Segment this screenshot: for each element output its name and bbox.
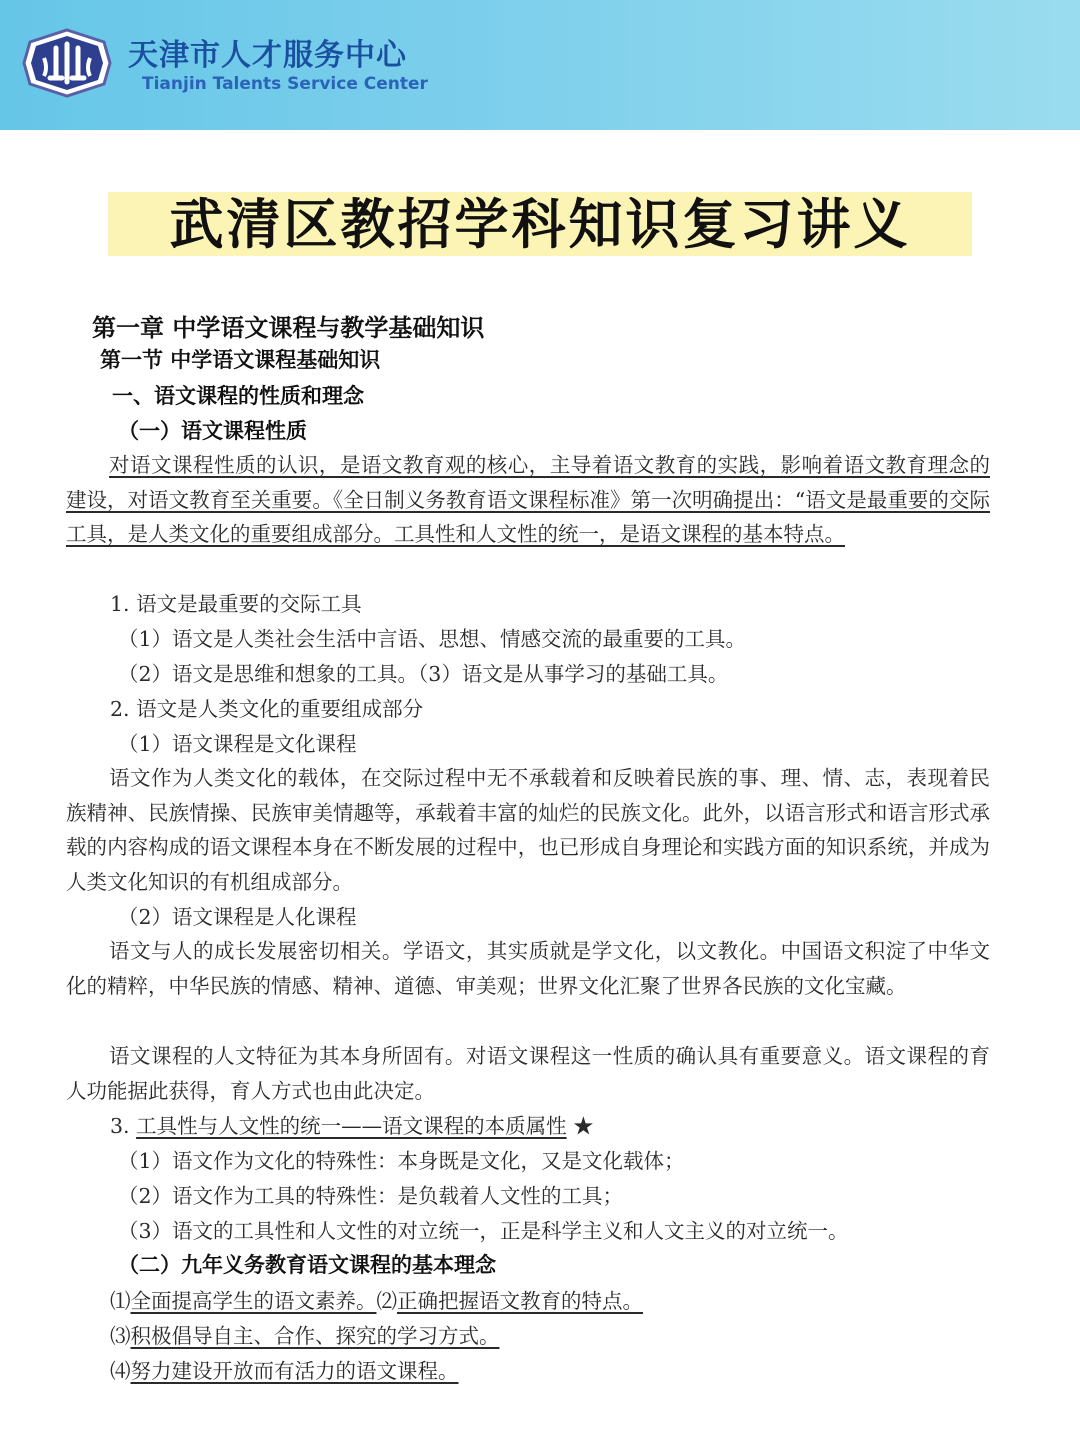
human-paragraph: 语文与人的成长发展密切相关。学语文，其实质就是学文化，以文教化。中国语文积淀了中华文化的精粹，中华民族的情感、精神、道德、审美观；世界文化汇聚了世界各民族的文化宝藏。 (66, 939, 990, 998)
list-item: （2）语文作为工具的特殊性：是负载着人文性的工具； (118, 1184, 624, 1208)
subpart-heading-2: （二）九年义务教育语文课程的基本理念 (118, 1252, 496, 1277)
list-item: （3）语文的工具性和人文性的对立统一，正是科学主义和人文主义的对立统一。 (118, 1219, 849, 1243)
item-number: ⑶ (110, 1324, 131, 1348)
document-title: 武清区教招学科知识复习讲义 (108, 192, 972, 256)
star-icon: ★ (573, 1114, 594, 1138)
item-text: 努力建设开放而有活力的语文课程。 (130, 1359, 459, 1383)
list-item: 1. 语文是最重要的交际工具 (110, 592, 362, 616)
org-name-cn: 天津市人才服务中心 (128, 38, 407, 73)
tianjin-talents-logo-icon (22, 28, 112, 98)
header-banner (0, 0, 1080, 130)
list-item: （2）语文是思维和想象的工具。（3）语文是从事学习的基础工具。 (118, 662, 729, 686)
item-text: 积极倡导自主、合作、探究的学习方式。 (130, 1324, 500, 1348)
item-text: 工具性与人文性的统一——语文课程的本质属性 (136, 1114, 567, 1138)
list-item: （1）语文是人类社会生活中言语、思想、情感交流的最重要的工具。 (118, 627, 747, 651)
list-item: （2）语文课程是人化课程 (118, 905, 357, 929)
list-item (110, 1284, 643, 1314)
subpart-heading: （一）语文课程性质 (118, 418, 307, 443)
list-item: 2. 语文是人类文化的重要组成部分 (110, 697, 424, 721)
chapter-heading: 第一章 中学语文课程与教学基础知识 (92, 313, 485, 342)
list-item: （1）语文课程是文化课程 (118, 732, 357, 756)
list-item (110, 1109, 594, 1139)
intro-text: 对语文课程性质的认识，是语文教育观的核心，主导着语文教育的实践，影响着语文教育理念的建设，对语文教育至关重要。《全日制义务教育语文课程标准》第一次明确提出：“语文是最重要的交际工具，是人类文化的重要组成部分。工具性和人文性的统一，是语文课程的基本特点。 (66, 453, 990, 547)
item-text: 正确把握语文教育的特点。 (397, 1289, 643, 1313)
section-heading: 第一节 中学语文课程基础知识 (100, 347, 381, 372)
list-item (110, 1354, 459, 1384)
culture-paragraph: 语文作为人类文化的载体，在交际过程中无不承载着和反映着民族的事、理、情、志，表现着民族精神、民族情操、民族审美情趣等，承载着丰富的灿烂的民族文化。此外，以语言形式和语言形式承载的内容构成的语文课程本身在不断发展的过程中，也已形成自身理论和实践方面的知识系统，并成为人类文化知识的有机组成部分。 (66, 766, 990, 895)
item-number: 3. (110, 1114, 137, 1138)
item-number: ⑷ (110, 1359, 131, 1383)
human-paragraph-2: 语文课程的人文特征为其本身所固有。对语文课程这一性质的确认具有重要意义。语文课程的育人功能据此获得，育人方式也由此决定。 (66, 1044, 990, 1103)
item-text: 全面提高学生的语文素养。 (130, 1289, 377, 1313)
item-number: ⑴ (110, 1289, 131, 1313)
intro-paragraph (66, 448, 990, 552)
part-heading: 一、语文课程的性质和理念 (112, 383, 364, 408)
list-item: （1）语文作为文化的特殊性：本身既是文化，又是文化载体； (118, 1149, 685, 1173)
org-name-en: Tianjin Talents Service Center (142, 74, 428, 94)
list-item (110, 1319, 500, 1349)
item-number: ⑵ (376, 1289, 397, 1313)
